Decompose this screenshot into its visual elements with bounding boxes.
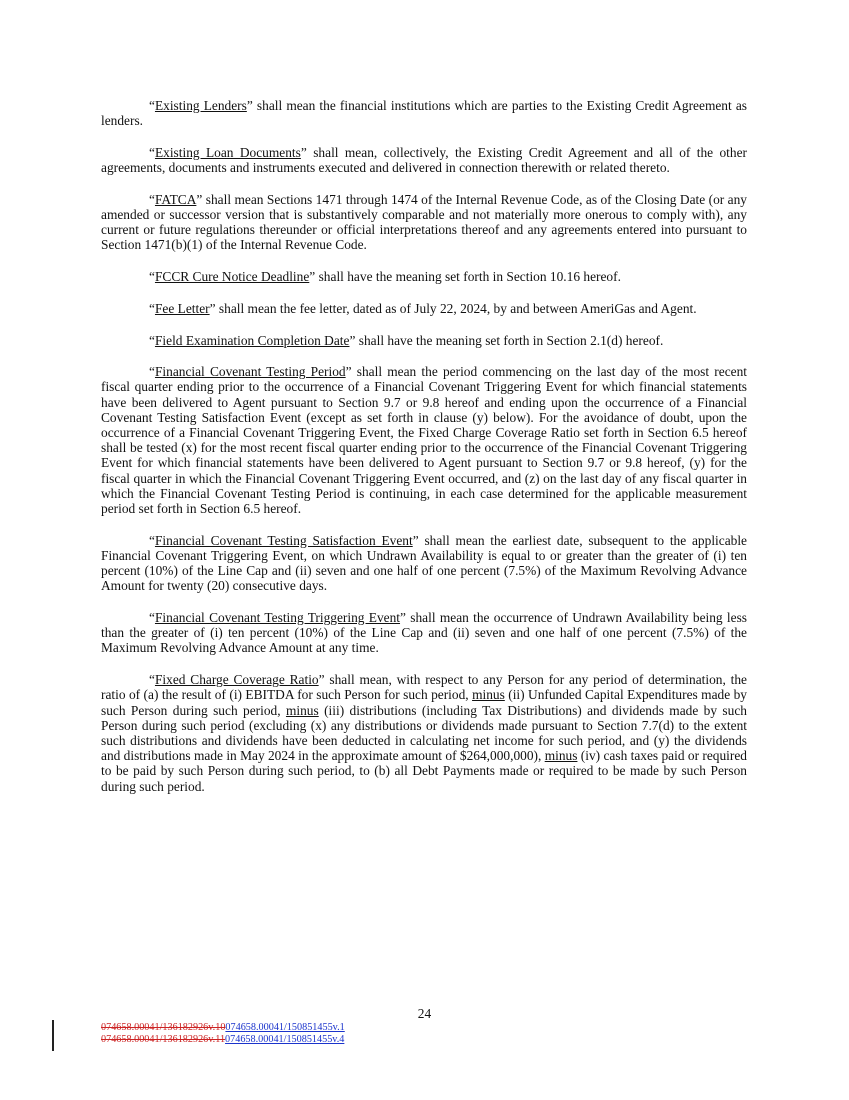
close-quote: ” bbox=[196, 191, 203, 207]
definition-text: shall mean the earliest date, subsequent to the applicable Financial Covenant Triggering Event, on which Undrawn Availability is equal to or greater than the greater of (i) ten percent (10%) of the Line Cap and (ii) seven and one half of one percent (7.5%) of the Maximum Revolving Advance Amount for twenty (20) consecutive days. bbox=[101, 532, 748, 594]
defined-term: Financial Covenant Testing Period bbox=[154, 364, 346, 380]
underlined-word: minus bbox=[285, 702, 319, 718]
definition-financial-covenant-testing-satisfaction-event bbox=[101, 533, 747, 594]
definition-text: shall mean, with respect to any Person for any period of determination, the ratio of (a) the result of (i) EBITDA for such Person for such period, bbox=[101, 672, 747, 703]
definition-field-examination-completion-date bbox=[101, 333, 747, 348]
defined-term: Field Examination Completion Date bbox=[154, 332, 350, 348]
open-quote: “ bbox=[149, 610, 155, 626]
definition-existing-lenders bbox=[101, 98, 747, 128]
definition-fee-letter bbox=[101, 301, 747, 316]
inserted-doc-id: 074658.00041/150851455v.4 bbox=[225, 1034, 345, 1046]
defined-term: Fee Letter bbox=[154, 300, 210, 316]
definition-text: shall have the meaning set forth in Section 10.16 hereof. bbox=[315, 269, 621, 285]
close-quote: ” bbox=[246, 98, 253, 113]
defined-term: FATCA bbox=[154, 191, 197, 207]
definition-text: shall mean the financial institutions which are parties to the Existing Credit Agreement as lenders. bbox=[101, 98, 747, 129]
open-quote: “ bbox=[149, 98, 155, 113]
deleted-doc-id: 074658.00041/136182926v.10 bbox=[101, 1022, 226, 1033]
open-quote: “ bbox=[149, 144, 155, 160]
defined-term: Financial Covenant Testing Triggering Event bbox=[154, 610, 401, 626]
defined-term: Financial Covenant Testing Satisfaction Event bbox=[154, 532, 413, 548]
close-quote: ” bbox=[309, 269, 316, 285]
open-quote: “ bbox=[149, 532, 155, 548]
defined-term: Fixed Charge Coverage Ratio bbox=[154, 672, 319, 688]
underlined-word: minus bbox=[472, 687, 505, 703]
definition-text: (iii) distributions (including Tax Distributions) and dividends made by such Person during such period (excluding (x) any distributions or dividends made pursuant to Section 7.7(d) to the extent such distributions and dividends have been deducted in calculating net income for such period, and (y) the dividends and distributions made in May 2024 in the approximate amount of $264,000,000), bbox=[101, 702, 747, 764]
footer-line-1 bbox=[101, 1022, 345, 1034]
definition-fatca bbox=[101, 192, 747, 253]
underlined-word: minus bbox=[544, 748, 578, 764]
definition-text: shall mean Sections 1471 through 1474 of the Internal Revenue Code, as of the Closing Date (or any amended or successor version that is substantively comparable and not materially more onerous to comply with), any current or future regulations thereunder or official interpretations thereof and any agreements entered into pursuant to Section 1471(b)(1) of the Internal Revenue Code. bbox=[101, 191, 747, 253]
deleted-doc-id: 074658.00041/136182926v.11 bbox=[101, 1034, 226, 1046]
close-quote: ” bbox=[345, 364, 352, 380]
footer-line-2 bbox=[101, 1034, 345, 1046]
definition-text: shall have the meaning set forth in Section 2.1(d) hereof. bbox=[355, 332, 664, 348]
close-quote: ” bbox=[349, 332, 356, 348]
change-bar bbox=[52, 1020, 54, 1051]
definition-text: shall mean, collectively, the Existing Credit Agreement and all of the other agreements, documents and instruments executed and delivered in connection therewith or related thereto. bbox=[101, 144, 747, 176]
defined-term: Existing Lenders bbox=[154, 98, 247, 113]
defined-term: Existing Loan Documents bbox=[154, 144, 301, 160]
definition-text: shall mean the occurrence of Undrawn Availability being less than the greater of (i) ten percent (10%) of the Line Cap and (ii) seven and one half of one percent (7.5%) of the Maximum Revolving Advance Amount at any time. bbox=[101, 610, 747, 656]
document-body bbox=[101, 98, 747, 810]
close-quote: ” bbox=[300, 144, 307, 160]
definition-text: shall mean the period commencing on the last day of the most recent fiscal quarter ending prior to the occurrence of a Financial Covenant Triggering Event for which financial statements have been delivered to Agent pursuant to Section 9.7 or 9.8 hereof and ending upon the occurrence of a Financial Covenant Testing Satisfaction Event (except as set forth in clause (y) below). For the avoidance of doubt, upon the occurrence of a Financial Covenant Triggering Event, the Fixed Charge Coverage Ratio set forth in Section 6.5 hereof shall be tested (x) for the most recent fiscal quarter ending prior to the occurrence of the Financial Covenant Triggering Event for which financial statements have been delivered to Agent pursuant to Section 9.7 or 9.8 hereof, (y) for the fiscal quarter in which the Financial Covenant Triggering Event occurred, and (z) on the last day of any fiscal quarter in which the Financial Covenant Testing Period is continuing, in each case determined for the applicable measurement period set forth in Section 6.5 hereof. bbox=[101, 364, 748, 517]
close-quote: ” bbox=[318, 672, 325, 688]
definition-financial-covenant-testing-period bbox=[101, 364, 747, 516]
definition-fixed-charge-coverage-ratio bbox=[101, 672, 747, 794]
footer-doc-ids bbox=[101, 1022, 345, 1046]
close-quote: ” bbox=[209, 300, 216, 316]
inserted-doc-id: 074658.00041/150851455v.1 bbox=[225, 1022, 345, 1033]
definition-text: shall mean the fee letter, dated as of July 22, 2024, by and between AmeriGas and Agent. bbox=[215, 300, 697, 316]
defined-term: FCCR Cure Notice Deadline bbox=[154, 269, 310, 285]
definition-text: (ii) Unfunded Capital Expenditures made by such Person during such period, bbox=[101, 687, 747, 718]
open-quote: “ bbox=[149, 332, 155, 348]
open-quote: “ bbox=[149, 191, 155, 207]
definition-financial-covenant-testing-triggering-event bbox=[101, 610, 747, 656]
definition-text: (iv) cash taxes paid or required to be paid by such Person during such period, to (b) all Debt Payments made or required to be made by such Person during such period. bbox=[101, 748, 747, 794]
open-quote: “ bbox=[149, 269, 155, 285]
definition-fccr-cure-notice-deadline bbox=[101, 269, 747, 284]
open-quote: “ bbox=[149, 300, 155, 316]
open-quote: “ bbox=[149, 672, 155, 688]
open-quote: “ bbox=[149, 364, 155, 380]
close-quote: ” bbox=[412, 532, 419, 548]
page-number: 24 bbox=[417, 1006, 432, 1021]
close-quote: ” bbox=[400, 610, 406, 626]
definition-existing-loan-documents bbox=[101, 145, 747, 175]
